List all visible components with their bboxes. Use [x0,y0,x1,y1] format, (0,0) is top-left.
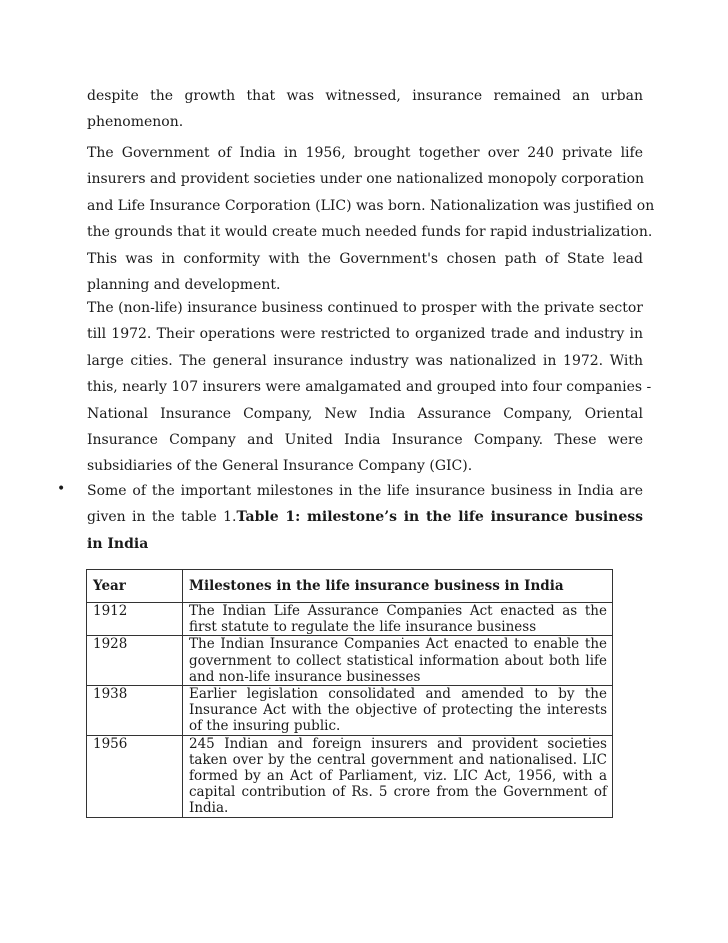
cell-milestone [183,603,613,636]
text-line: Some of the important milestones in the life insurance business in India are [87,483,643,499]
cell-year: 1956 [87,735,183,817]
cell-line: taken over by the central government and nationalised. LIC [189,751,607,768]
text-line: this, nearly 107 insurers were amalgamated and grouped into four companies - [87,379,652,396]
table-caption-continued: in India [87,535,149,552]
text-line: the grounds that it would create much needed funds for rapid industrialization. [87,224,653,241]
cell-line: government to collect statistical information about both life [189,652,607,669]
cell-line: and non-life insurance businesses [189,668,421,685]
table-header-row [87,570,613,603]
cell-line: of the insuring public. [189,718,341,735]
cell-line: capital contribution of Rs. 5 crore from the Government of [189,784,607,801]
cell-line: The Indian Life Assurance Companies Act enacted as the [189,603,607,619]
cell-year: 1938 [87,686,183,736]
cell-line: first statute to regulate the life insurance business [189,619,537,636]
table-caption: Table 1: milestone’s in the life insurance business [236,509,643,526]
cell-line: formed by an Act of Parliament, viz. LIC Act, 1956, with a [189,768,607,785]
table-row [87,686,613,736]
cell-line: The Indian Insurance Companies Act enacted to enable the [189,636,607,653]
table-row [87,735,613,817]
text-line: phenomenon. [87,114,184,131]
bullet-paragraph-milestones [87,478,643,557]
paragraph-urban-phenomenon [87,83,643,136]
header-milestones: Milestones in the life insurance business in India [183,570,613,603]
cell-line: Earlier legislation consolidated and amended to by the [189,686,607,703]
text-line: till 1972. Their operations were restricted to organized trade and industry in [87,326,643,343]
text-line: and Life Insurance Corporation (LIC) was born. Nationalization was justified on [87,197,655,214]
text-plain: given in the table 1. [87,509,237,526]
cell-year: 1912 [87,603,183,636]
cell-line: 245 Indian and foreign insurers and provident societies [189,735,607,752]
cell-milestone [183,686,613,736]
table-row [87,636,613,686]
text-line: The (non-life) insurance business continued to prosper with the private sector [87,300,643,316]
text-line: large cities. The general insurance industry was nationalized in 1972. With [87,352,643,369]
cell-line: Insurance Act with the objective of protecting the interests [189,702,607,719]
paragraph-non-life-insurance [87,295,652,480]
table-row [87,603,613,636]
cell-year: 1928 [87,636,183,686]
text-line: Insurance Company and United India Insurance Company. These were [87,432,643,449]
cell-milestone [183,735,613,817]
text-line: subsidiaries of the General Insurance Company (GIC). [87,458,473,475]
cell-line: India. [189,800,229,817]
text-line: This was in conformity with the Government's chosen path of State lead [87,250,643,267]
text-line: planning and development. [87,277,281,294]
bullet-icon: • [57,481,66,497]
text-line: The Government of India in 1956, brought together over 240 private life [87,145,643,161]
text-line: National Insurance Company, New India Assurance Company, Oriental [87,405,643,422]
text-line: despite the growth that was witnessed, insurance remained an urban [87,88,643,104]
text-line: insurers and provident societies under one nationalized monopoly corporation [87,171,645,188]
text-line [87,504,643,530]
cell-milestone [183,636,613,686]
header-year: Year [87,570,183,603]
paragraph-nationalization-1956 [87,140,655,298]
milestones-table [86,569,613,818]
